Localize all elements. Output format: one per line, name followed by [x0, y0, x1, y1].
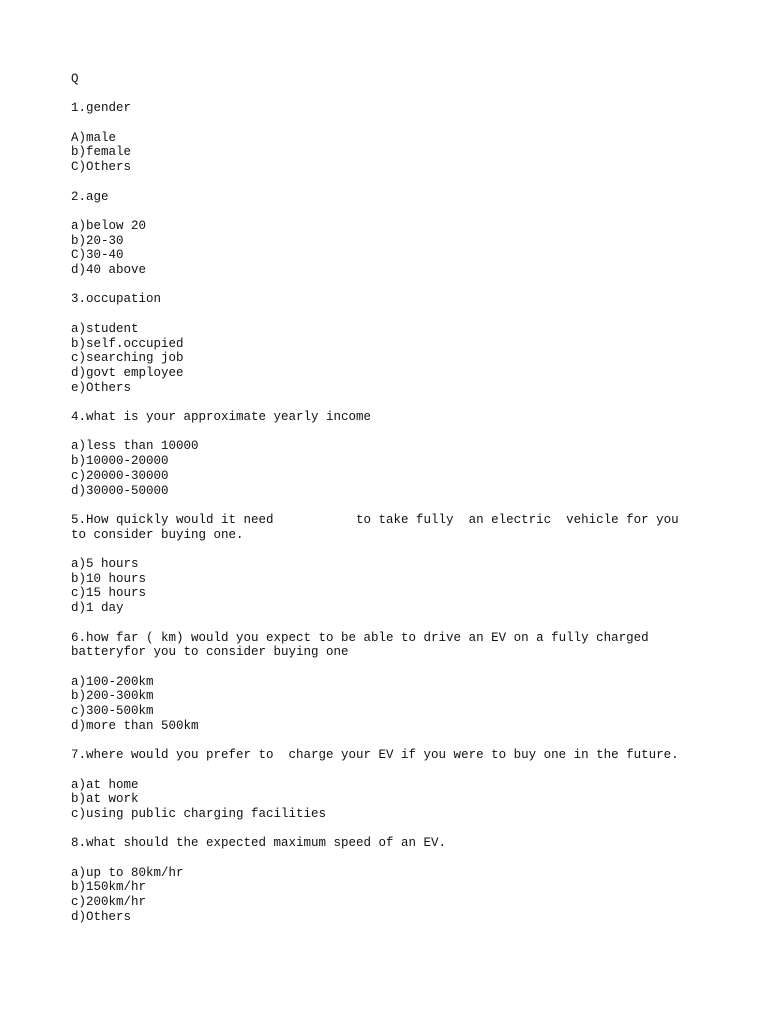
question-text — [71, 748, 711, 763]
answer-option: d)30000-50000 — [71, 483, 169, 498]
answer-option: d)1 day — [71, 601, 124, 616]
question-text — [71, 513, 711, 542]
answer-option: C)Others — [71, 160, 132, 175]
question-line: 3.occupation — [71, 292, 162, 307]
question-line: 4.what is your approximate yearly income — [71, 410, 372, 425]
answer-options — [71, 322, 711, 396]
questionnaire-document — [71, 72, 711, 939]
answer-option: C)30-40 — [71, 248, 124, 263]
question-text — [71, 190, 711, 205]
answer-option: d)more than 500km — [71, 718, 199, 733]
answer-option: c)200km/hr — [71, 895, 147, 910]
answer-option: a)5 hours — [71, 557, 139, 572]
question-line: 1.gender — [71, 101, 132, 116]
question-line: 2.age — [71, 189, 109, 204]
answer-options — [71, 439, 711, 498]
answer-option: d)govt employee — [71, 365, 184, 380]
answer-options — [71, 675, 711, 734]
question-list — [71, 101, 711, 924]
answer-option: b)150km/hr — [71, 880, 147, 895]
answer-options — [71, 557, 711, 616]
answer-option: b)female — [71, 145, 132, 160]
answer-option: b)self.occupied — [71, 336, 184, 351]
answer-option: a)less than 10000 — [71, 439, 199, 454]
answer-option: b)10000-20000 — [71, 454, 169, 469]
answer-option: a)up to 80km/hr — [71, 865, 184, 880]
answer-option: c)searching job — [71, 351, 184, 366]
answer-option: b)200-300km — [71, 689, 154, 704]
question-line: 8.what should the expected maximum speed of an EV. — [71, 836, 447, 851]
answer-option: a)below 20 — [71, 218, 147, 233]
question-line: 7.where would you prefer to charge your EV if you were to buy one in the future. — [71, 748, 679, 763]
answer-option: e)Others — [71, 380, 132, 395]
question-text — [71, 410, 711, 425]
answer-option: a)student — [71, 321, 139, 336]
answer-option: b)10 hours — [71, 571, 147, 586]
answer-option: A)male — [71, 130, 117, 145]
answer-option: c)20000-30000 — [71, 468, 169, 483]
question-line: 5.How quickly would it need to take fully an electric vehicle for you — [71, 512, 679, 527]
question-text — [71, 836, 711, 851]
answer-option: d)Others — [71, 909, 132, 924]
answer-option: d)40 above — [71, 263, 147, 278]
answer-options — [71, 131, 711, 175]
answer-option: c)using public charging facilities — [71, 806, 327, 821]
answer-option: c)300-500km — [71, 704, 154, 719]
answer-option: a)at home — [71, 777, 139, 792]
answer-option: b)at work — [71, 792, 139, 807]
answer-option: a)100-200km — [71, 674, 154, 689]
answer-options — [71, 778, 711, 822]
question-line: to consider buying one. — [71, 527, 244, 542]
answer-option: c)15 hours — [71, 586, 147, 601]
question-line: batteryfor you to consider buying one — [71, 645, 349, 660]
document-header: Q — [71, 72, 79, 86]
question-line: 6.how far ( km) would you expect to be able to drive an EV on a fully charged — [71, 630, 649, 645]
question-text — [71, 101, 711, 116]
answer-options — [71, 219, 711, 278]
question-text — [71, 292, 711, 307]
answer-option: b)20-30 — [71, 233, 124, 248]
answer-options — [71, 866, 711, 925]
question-text — [71, 631, 711, 660]
